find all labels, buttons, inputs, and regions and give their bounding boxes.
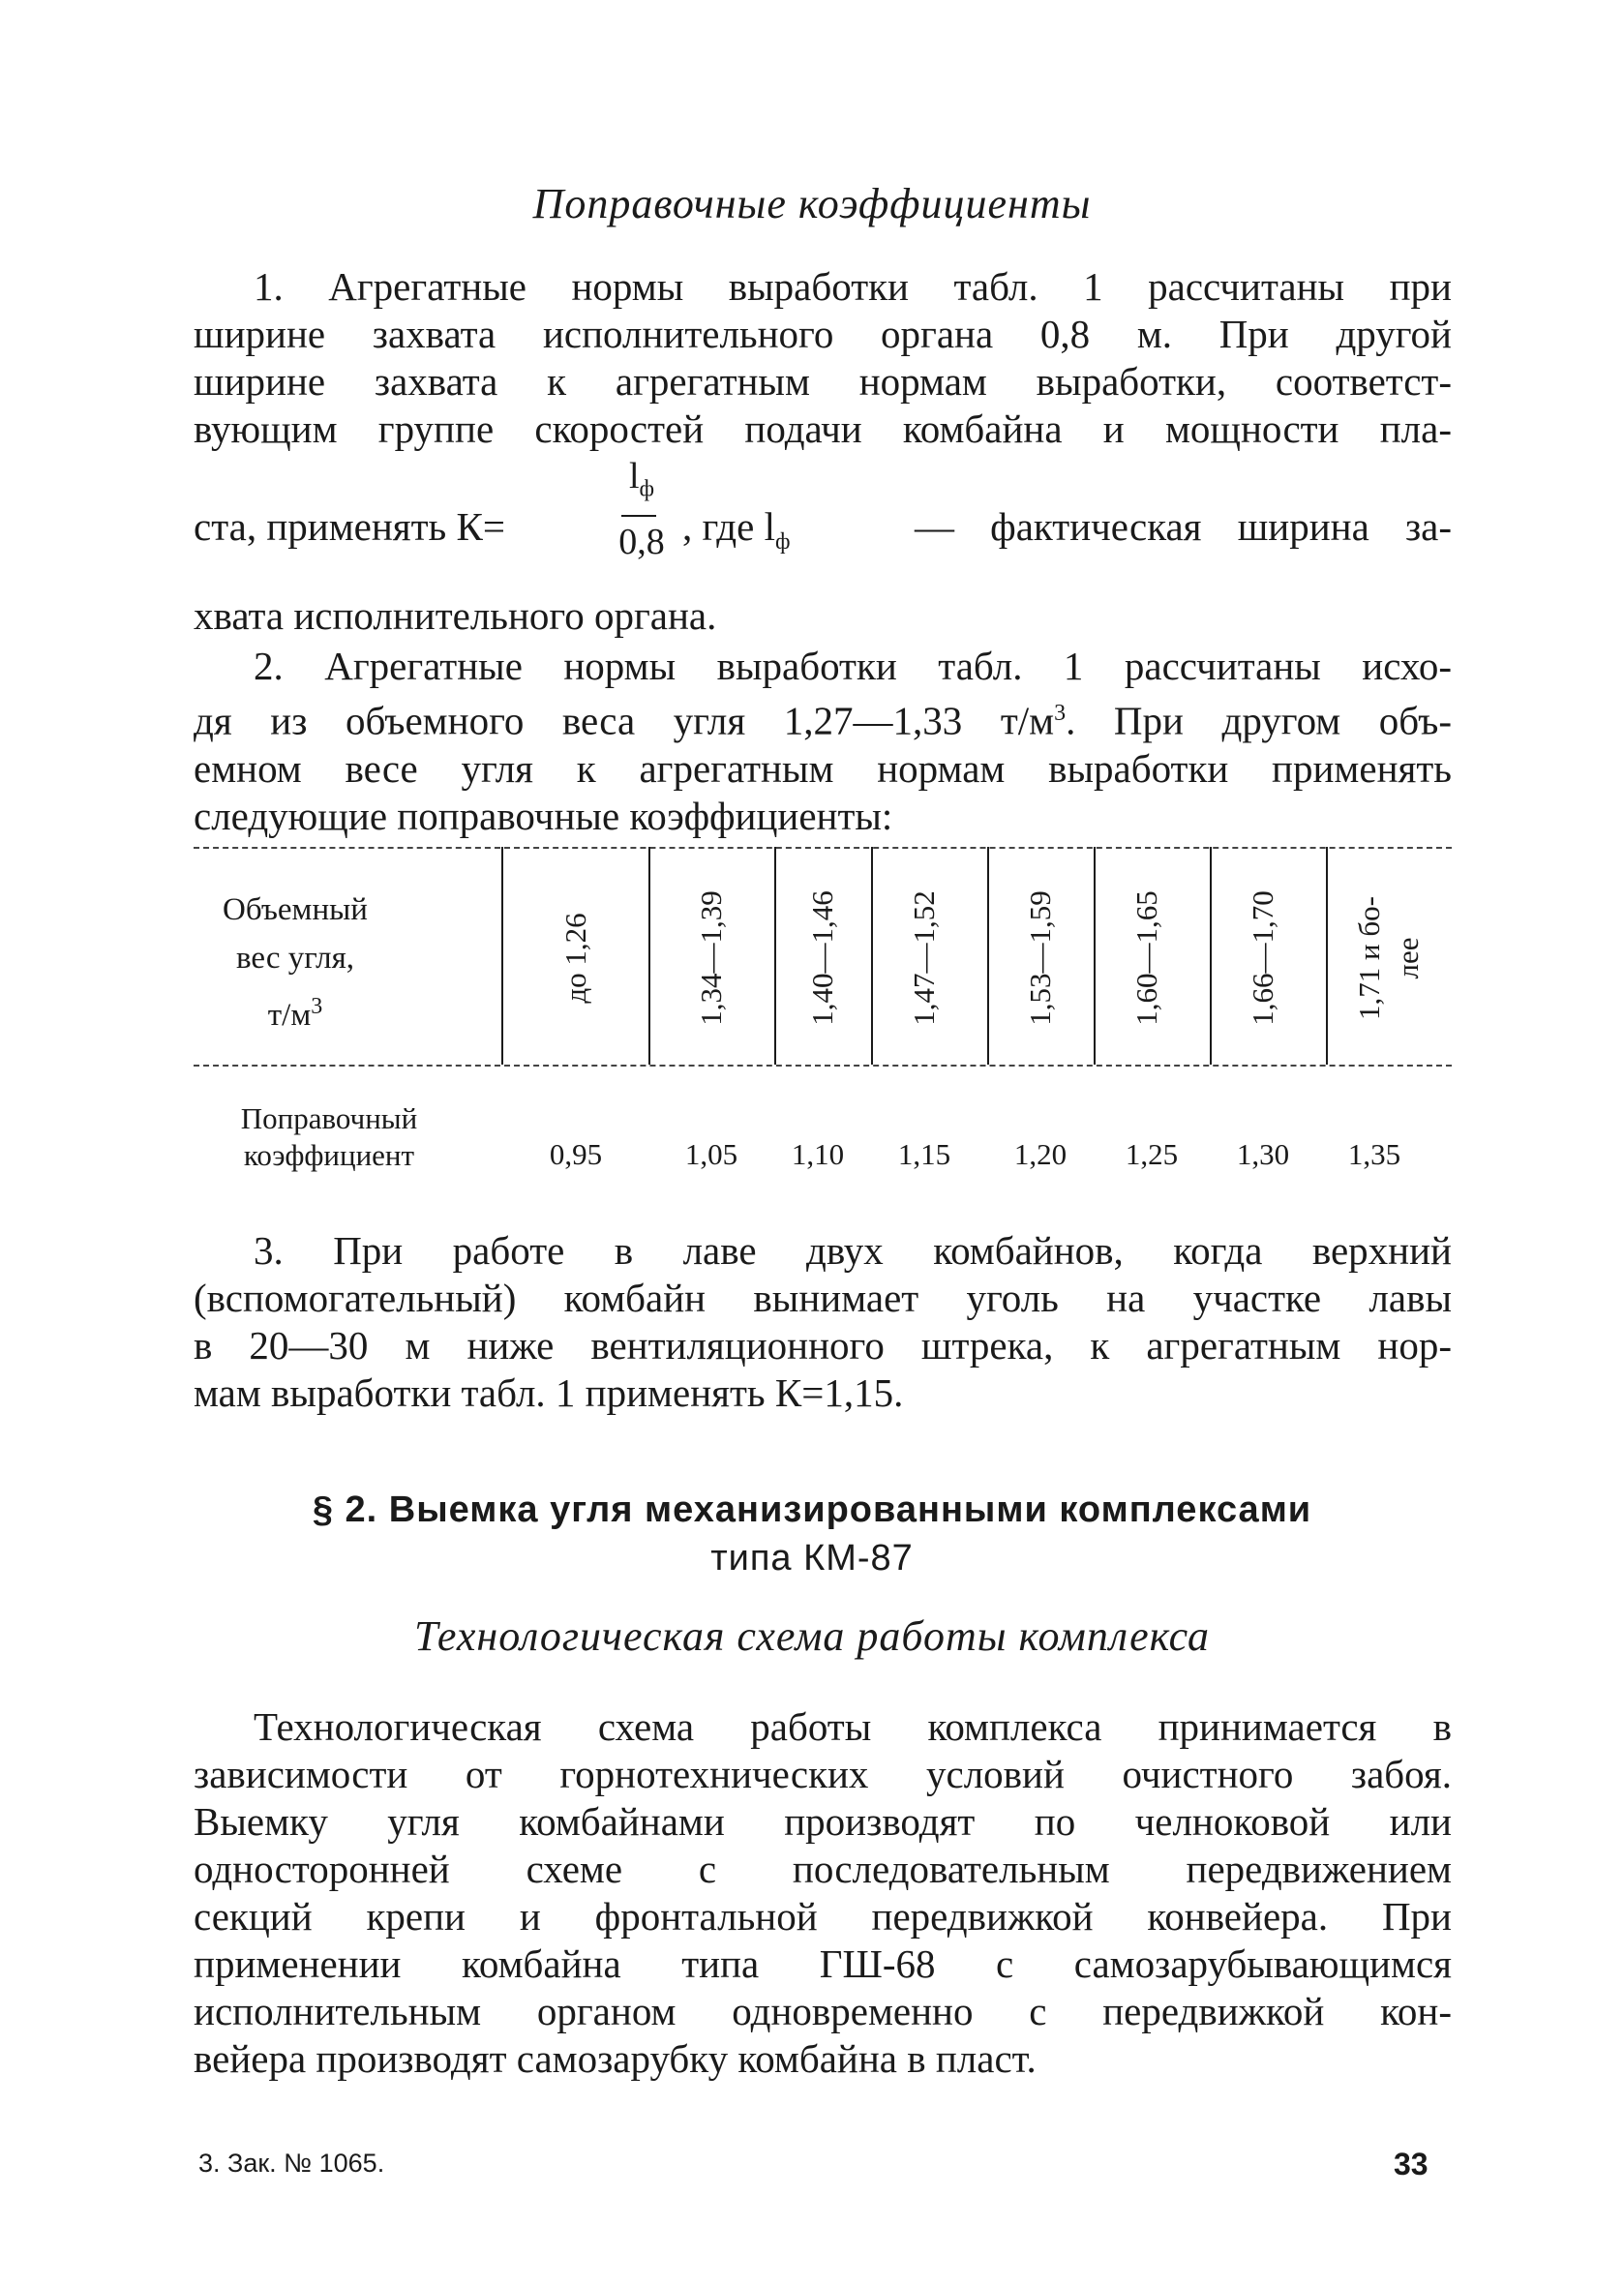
text-line: секций крепи и фронтальной передвижкой конвейера. При — [194, 1894, 1452, 1939]
coefficient-value: 1,05 — [684, 1137, 738, 1171]
text-line: в 20—30 м ниже вентиляционного штрека, к агрегатным нор- — [194, 1323, 1452, 1368]
text-line: хвата исполнительного органа. — [194, 593, 717, 638]
column-divider — [501, 847, 503, 1065]
text-line: емном весе угля к агрегатным нормам выработки применять — [194, 745, 1452, 791]
column-divider — [648, 847, 650, 1065]
formula-prefix: ста, применять К= — [194, 504, 505, 549]
section-heading-km87: § 2. Выемка угля механизированными комплексами типа КМ-87 — [312, 1489, 1312, 1579]
column-header-range-cont: лее — [1391, 937, 1425, 979]
column-divider — [987, 847, 989, 1065]
fraction-numerator: $l_ф$ — [628, 456, 655, 502]
coefficient-value: 1,30 — [1236, 1137, 1290, 1171]
text-line: дя из объемного веса угля 1,27—1,33 $т/м^3$. При другом объ- — [194, 698, 1452, 743]
fraction-denominator: 0,8 — [618, 522, 665, 562]
column-header-range: 1,47—1,52 — [907, 890, 941, 1026]
coefficient-value: 0,95 — [549, 1137, 603, 1171]
formula-mid: , где $l_ф$ — [682, 504, 791, 556]
column-header-range: 1,53—1,59 — [1023, 890, 1057, 1026]
text-line: вейера производят самозарубку комбайна в пласт. — [194, 2036, 1037, 2081]
text-line: Выемку угля комбайнами производят по челноковой или — [194, 1799, 1452, 1844]
text-line: мам выработки табл. 1 применять К=1,15. — [194, 1370, 904, 1415]
paragraph-item-2 — [194, 643, 1452, 840]
footer-order-number: 3. Зак. № 1065. — [198, 2149, 385, 2178]
formula-suffix: — фактическая ширина за- — [915, 504, 1452, 549]
coefficient-value: 1,25 — [1125, 1137, 1179, 1171]
text-line: следующие поправочные коэффициенты: — [194, 793, 893, 838]
table-mid-rule — [194, 1065, 1452, 1067]
text-line: 1. Агрегатные нормы выработки табл. 1 рассчитаны при — [254, 264, 1452, 309]
text-line: (вспомогательный) комбайн вынимает уголь на участке лавы — [194, 1276, 1452, 1320]
text-line: исполнительным органом одновременно с передвижкой кон- — [194, 1989, 1452, 2033]
column-divider — [774, 847, 776, 1065]
column-divider — [1210, 847, 1212, 1065]
paragraph-scheme — [194, 1703, 1452, 2083]
coefficient-value: 1,20 — [1013, 1137, 1068, 1171]
column-header-range: до 1,26 — [558, 913, 592, 1004]
paragraph-item-1 — [194, 263, 1452, 453]
column-divider — [1326, 847, 1328, 1065]
fraction-bar — [621, 515, 656, 517]
paragraph-item-3 — [194, 1227, 1452, 1417]
row-label-coefficient: Поправочный коэффициент — [240, 1101, 418, 1172]
text-line: односторонней схеме с последовательным передвижением — [194, 1847, 1452, 1891]
column-header-range: 1,60—1,65 — [1129, 890, 1163, 1026]
text-line: применении комбайна типа ГШ-68 с самозарубывающимся — [194, 1941, 1452, 1986]
column-header-range: 1,40—1,46 — [805, 890, 839, 1026]
column-header-range: 1,71 и бо- — [1352, 896, 1386, 1020]
text-line: 3. При работе в лаве двух комбайнов, когда верхний — [254, 1228, 1452, 1273]
page-number: 33 — [1394, 2147, 1429, 2181]
column-divider — [1094, 847, 1096, 1065]
coefficient-value: 1,15 — [897, 1137, 951, 1171]
density-coefficient-table — [194, 847, 1452, 1181]
text-line: вующим группе скоростей подачи комбайна и мощности пла- — [194, 406, 1452, 451]
column-header-range: 1,66—1,70 — [1246, 890, 1279, 1026]
column-header-range: 1,34—1,39 — [694, 890, 728, 1026]
text-line: ширине захвата к агрегатным нормам выработки, соответст- — [194, 359, 1452, 404]
text-line: ширине захвата исполнительного органа 0,8 м. При другой — [194, 312, 1452, 356]
text-line: Технологическая схема работы комплекса принимается в — [254, 1704, 1452, 1749]
section-title-corrections: Поправочные коэффициенты — [532, 180, 1092, 227]
row-header-density: Объемный вес угля, $т/м^3$ — [223, 892, 368, 1033]
text-line: зависимости от горнотехнических условий очистного забоя. — [194, 1752, 1452, 1796]
section-title-scheme: Технологическая схема работы комплекса — [414, 1612, 1210, 1660]
paragraph-item-1-end — [194, 592, 1452, 640]
coefficient-value: 1,35 — [1347, 1137, 1401, 1171]
coefficient-value: 1,10 — [791, 1137, 845, 1171]
table-top-rule — [194, 847, 1452, 849]
column-divider — [871, 847, 873, 1065]
text-line: 2. Агрегатные нормы выработки табл. 1 рассчитаны исхо- — [254, 644, 1452, 688]
formula-line — [194, 455, 1452, 590]
